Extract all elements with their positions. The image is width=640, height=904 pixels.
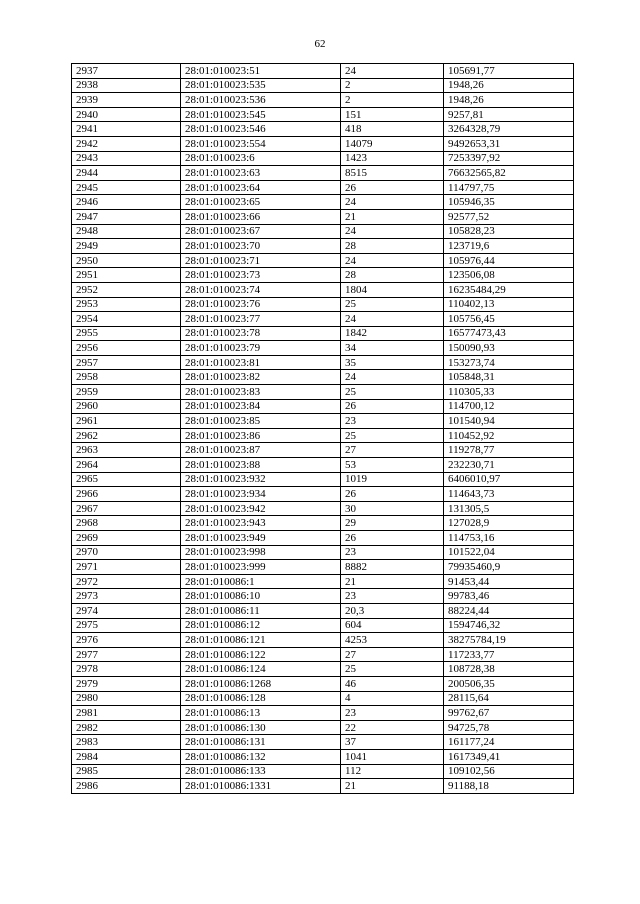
value-cell: 109102,56 [444,764,574,779]
area-cell: 23 [341,545,444,560]
page-number: 62 [314,38,326,50]
table-row [72,93,574,108]
cadastral-number-cell: 28:01:010023:88 [181,458,341,473]
cadastral-number-cell: 28:01:010023:67 [181,224,341,239]
value-cell: 123719,6 [444,239,574,254]
table-row [72,209,574,224]
cadastral-number-cell: 28:01:010086:131 [181,735,341,750]
cadastral-number-cell: 28:01:010023:998 [181,545,341,560]
table-row [72,385,574,400]
area-cell: 25 [341,428,444,443]
table-row [72,603,574,618]
row-number-cell: 2940 [72,107,181,122]
area-cell: 24 [341,370,444,385]
value-cell: 99762,67 [444,706,574,721]
row-number-cell: 2978 [72,662,181,677]
cadastral-number-cell: 28:01:010086:13 [181,706,341,721]
value-cell: 88224,44 [444,603,574,618]
area-cell: 20,3 [341,603,444,618]
row-number-cell: 2942 [72,136,181,151]
table-row [72,282,574,297]
value-cell: 92577,52 [444,209,574,224]
cadastral-number-cell: 28:01:010023:536 [181,93,341,108]
value-cell: 114643,73 [444,487,574,502]
table-row [72,64,574,79]
area-cell: 1019 [341,472,444,487]
row-number-cell: 2952 [72,282,181,297]
value-cell: 6406010,97 [444,472,574,487]
cadastral-number-cell: 28:01:010023:66 [181,209,341,224]
cadastral-number-cell: 28:01:010023:51 [181,64,341,79]
table-row [72,647,574,662]
cadastral-number-cell: 28:01:010023:83 [181,385,341,400]
table-row [72,414,574,429]
cadastral-number-cell: 28:01:010086:132 [181,749,341,764]
row-number-cell: 2966 [72,487,181,502]
row-number-cell: 2941 [72,122,181,137]
row-number-cell: 2977 [72,647,181,662]
area-cell: 25 [341,385,444,400]
area-cell: 1041 [341,749,444,764]
table-row [72,166,574,181]
cadastral-number-cell: 28:01:010023:63 [181,166,341,181]
cadastral-number-cell: 28:01:010023:545 [181,107,341,122]
cadastral-number-cell: 28:01:010023:535 [181,78,341,93]
cadastral-number-cell: 28:01:010023:82 [181,370,341,385]
area-cell: 1842 [341,326,444,341]
area-cell: 24 [341,312,444,327]
value-cell: 9257,81 [444,107,574,122]
table-row [72,78,574,93]
row-number-cell: 2949 [72,239,181,254]
cadastral-number-cell: 28:01:010023:942 [181,501,341,516]
area-cell: 4 [341,691,444,706]
cadastral-number-cell: 28:01:010023:932 [181,472,341,487]
table-row [72,399,574,414]
row-number-cell: 2970 [72,545,181,560]
row-number-cell: 2985 [72,764,181,779]
table-body [72,64,574,794]
area-cell: 4253 [341,633,444,648]
row-number-cell: 2950 [72,253,181,268]
value-cell: 1948,26 [444,93,574,108]
row-number-cell: 2983 [72,735,181,750]
area-cell: 418 [341,122,444,137]
cadastral-number-cell: 28:01:010086:122 [181,647,341,662]
table-row [72,297,574,312]
value-cell: 105828,23 [444,224,574,239]
cadastral-number-cell: 28:01:010086:130 [181,720,341,735]
table-row [72,136,574,151]
row-number-cell: 2956 [72,341,181,356]
table-row [72,531,574,546]
cadastral-number-cell: 28:01:010023:87 [181,443,341,458]
value-cell: 16235484,29 [444,282,574,297]
cadastral-number-cell: 28:01:010086:128 [181,691,341,706]
table-row [72,545,574,560]
table-row [72,560,574,575]
value-cell: 200506,35 [444,676,574,691]
row-number-cell: 2958 [72,370,181,385]
area-cell: 24 [341,224,444,239]
cadastral-number-cell: 28:01:010023:86 [181,428,341,443]
value-cell: 105848,31 [444,370,574,385]
table-row [72,253,574,268]
cadastral-number-cell: 28:01:010023:934 [181,487,341,502]
value-cell: 101522,04 [444,545,574,560]
area-cell: 25 [341,297,444,312]
area-cell: 24 [341,195,444,210]
value-cell: 110402,13 [444,297,574,312]
value-cell: 153273,74 [444,355,574,370]
value-cell: 105976,44 [444,253,574,268]
row-number-cell: 2947 [72,209,181,224]
area-cell: 26 [341,399,444,414]
area-cell: 8515 [341,166,444,181]
area-cell: 27 [341,647,444,662]
table-row [72,458,574,473]
area-cell: 34 [341,341,444,356]
value-cell: 150090,93 [444,341,574,356]
value-cell: 117233,77 [444,647,574,662]
row-number-cell: 2939 [72,93,181,108]
cadastral-number-cell: 28:01:010086:133 [181,764,341,779]
value-cell: 28115,64 [444,691,574,706]
area-cell: 151 [341,107,444,122]
row-number-cell: 2945 [72,180,181,195]
value-cell: 1594746,32 [444,618,574,633]
area-cell: 26 [341,531,444,546]
table-row [72,764,574,779]
value-cell: 38275784,19 [444,633,574,648]
area-cell: 37 [341,735,444,750]
cadastral-number-cell: 28:01:010086:10 [181,589,341,604]
value-cell: 232230,71 [444,458,574,473]
cadastral-number-cell: 28:01:010023:78 [181,326,341,341]
row-number-cell: 2954 [72,312,181,327]
cadastral-number-cell: 28:01:010023:70 [181,239,341,254]
table-row [72,749,574,764]
cadastral-number-cell: 28:01:010086:121 [181,633,341,648]
table-row [72,268,574,283]
area-cell: 26 [341,487,444,502]
cadastral-number-cell: 28:01:010086:1331 [181,779,341,794]
table-row [72,195,574,210]
value-cell: 1948,26 [444,78,574,93]
row-number-cell: 2963 [72,443,181,458]
area-cell: 2 [341,78,444,93]
table-row [72,180,574,195]
cadastral-number-cell: 28:01:010023:943 [181,516,341,531]
area-cell: 29 [341,516,444,531]
row-number-cell: 2967 [72,501,181,516]
area-cell: 1804 [341,282,444,297]
area-cell: 1423 [341,151,444,166]
row-number-cell: 2944 [72,166,181,181]
table-row [72,516,574,531]
cadastral-number-cell: 28:01:010023:81 [181,355,341,370]
cadastral-table [71,63,574,794]
table-row [72,428,574,443]
table-row [72,633,574,648]
row-number-cell: 2960 [72,399,181,414]
area-cell: 23 [341,706,444,721]
row-number-cell: 2979 [72,676,181,691]
area-cell: 24 [341,64,444,79]
cadastral-number-cell: 28:01:010023:76 [181,297,341,312]
cadastral-number-cell: 28:01:010086:1 [181,574,341,589]
cadastral-number-cell: 28:01:010023:999 [181,560,341,575]
value-cell: 91453,44 [444,574,574,589]
value-cell: 108728,38 [444,662,574,677]
value-cell: 91188,18 [444,779,574,794]
value-cell: 3264328,79 [444,122,574,137]
area-cell: 14079 [341,136,444,151]
area-cell: 24 [341,253,444,268]
value-cell: 7253397,92 [444,151,574,166]
table-row [72,676,574,691]
row-number-cell: 2943 [72,151,181,166]
value-cell: 114700,12 [444,399,574,414]
cadastral-number-cell: 28:01:010023:77 [181,312,341,327]
value-cell: 9492653,31 [444,136,574,151]
row-number-cell: 2937 [72,64,181,79]
value-cell: 16577473,43 [444,326,574,341]
table-row [72,122,574,137]
row-number-cell: 2973 [72,589,181,604]
cadastral-number-cell: 28:01:010023:79 [181,341,341,356]
table-row [72,370,574,385]
cadastral-number-cell: 28:01:010023:64 [181,180,341,195]
area-cell: 23 [341,414,444,429]
table-row [72,735,574,750]
table-row [72,107,574,122]
row-number-cell: 2969 [72,531,181,546]
row-number-cell: 2961 [72,414,181,429]
area-cell: 46 [341,676,444,691]
cadastral-number-cell: 28:01:010023:84 [181,399,341,414]
cadastral-number-cell: 28:01:010023:85 [181,414,341,429]
value-cell: 131305,5 [444,501,574,516]
row-number-cell: 2953 [72,297,181,312]
area-cell: 112 [341,764,444,779]
area-cell: 21 [341,574,444,589]
table-row [72,662,574,677]
table-row [72,224,574,239]
value-cell: 119278,77 [444,443,574,458]
cadastral-number-cell: 28:01:010086:124 [181,662,341,677]
row-number-cell: 2986 [72,779,181,794]
table-row [72,312,574,327]
value-cell: 105946,35 [444,195,574,210]
row-number-cell: 2976 [72,633,181,648]
table-row [72,472,574,487]
value-cell: 79935460,9 [444,560,574,575]
cadastral-number-cell: 28:01:010023:74 [181,282,341,297]
table-row [72,326,574,341]
row-number-cell: 2968 [72,516,181,531]
table-row [72,341,574,356]
table-row [72,779,574,794]
cadastral-number-cell: 28:01:010023:6 [181,151,341,166]
area-cell: 21 [341,209,444,224]
row-number-cell: 2965 [72,472,181,487]
table-row [72,706,574,721]
value-cell: 105691,77 [444,64,574,79]
area-cell: 8882 [341,560,444,575]
area-cell: 21 [341,779,444,794]
value-cell: 161177,24 [444,735,574,750]
row-number-cell: 2980 [72,691,181,706]
table-row [72,443,574,458]
table-row [72,691,574,706]
cadastral-number-cell: 28:01:010023:71 [181,253,341,268]
cadastral-number-cell: 28:01:010023:65 [181,195,341,210]
value-cell: 1617349,41 [444,749,574,764]
value-cell: 110452,92 [444,428,574,443]
row-number-cell: 2955 [72,326,181,341]
row-number-cell: 2981 [72,706,181,721]
cadastral-number-cell: 28:01:010023:73 [181,268,341,283]
value-cell: 76632565,82 [444,166,574,181]
value-cell: 94725,78 [444,720,574,735]
table-row [72,487,574,502]
value-cell: 123506,08 [444,268,574,283]
row-number-cell: 2972 [72,574,181,589]
row-number-cell: 2974 [72,603,181,618]
value-cell: 101540,94 [444,414,574,429]
table-row [72,239,574,254]
area-cell: 28 [341,239,444,254]
row-number-cell: 2962 [72,428,181,443]
area-cell: 26 [341,180,444,195]
row-number-cell: 2971 [72,560,181,575]
area-cell: 30 [341,501,444,516]
cadastral-number-cell: 28:01:010086:11 [181,603,341,618]
row-number-cell: 2964 [72,458,181,473]
row-number-cell: 2938 [72,78,181,93]
table-row [72,574,574,589]
area-cell: 53 [341,458,444,473]
row-number-cell: 2982 [72,720,181,735]
cadastral-number-cell: 28:01:010023:949 [181,531,341,546]
row-number-cell: 2975 [72,618,181,633]
row-number-cell: 2984 [72,749,181,764]
value-cell: 105756,45 [444,312,574,327]
area-cell: 23 [341,589,444,604]
table-row [72,355,574,370]
area-cell: 604 [341,618,444,633]
row-number-cell: 2951 [72,268,181,283]
area-cell: 22 [341,720,444,735]
cadastral-number-cell: 28:01:010086:1268 [181,676,341,691]
row-number-cell: 2959 [72,385,181,400]
area-cell: 28 [341,268,444,283]
table-row [72,720,574,735]
table-row [72,618,574,633]
value-cell: 127028,9 [444,516,574,531]
value-cell: 110305,33 [444,385,574,400]
table-row [72,151,574,166]
area-cell: 27 [341,443,444,458]
row-number-cell: 2948 [72,224,181,239]
area-cell: 2 [341,93,444,108]
row-number-cell: 2957 [72,355,181,370]
cadastral-number-cell: 28:01:010086:12 [181,618,341,633]
table-row [72,589,574,604]
area-cell: 25 [341,662,444,677]
value-cell: 99783,46 [444,589,574,604]
cadastral-number-cell: 28:01:010023:554 [181,136,341,151]
value-cell: 114753,16 [444,531,574,546]
table-row [72,501,574,516]
cadastral-number-cell: 28:01:010023:546 [181,122,341,137]
value-cell: 114797,75 [444,180,574,195]
row-number-cell: 2946 [72,195,181,210]
area-cell: 35 [341,355,444,370]
